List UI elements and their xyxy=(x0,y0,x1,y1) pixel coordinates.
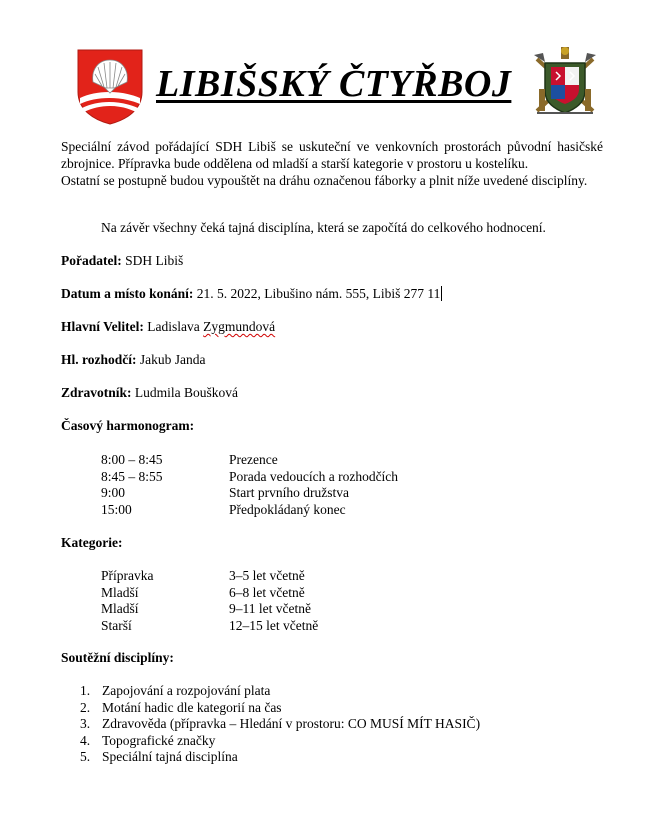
date-place-line xyxy=(61,286,442,302)
disciplines-heading: Soutěžní disciplíny: xyxy=(61,650,174,665)
date-place-value: 21. 5. 2022, Libušino nám. 555, Libiš 277 11 xyxy=(193,286,441,301)
list-number: 4. xyxy=(80,732,91,748)
organizer-label: Pořadatel: xyxy=(61,253,122,268)
medic-value: Ludmila Boušková xyxy=(131,385,239,400)
category-name: Mladší xyxy=(101,601,139,616)
schedule-event: Předpokládaný konec xyxy=(229,501,346,517)
schedule-event: Start prvního družstva xyxy=(229,485,349,500)
referee-value: Jakub Janda xyxy=(136,352,206,367)
category-name: Přípravka xyxy=(101,568,154,583)
list-number: 3. xyxy=(80,716,91,731)
commander-last-name: Zygmundová xyxy=(203,319,276,334)
schedule-heading: Časový harmonogram: xyxy=(61,418,195,433)
page-title: LIBIŠSKÝ ČTYŘBOJ xyxy=(156,63,512,105)
intro-paragraph-2: Ostatní se postupně budou vypouštět na dráhu označenou fáborky a plnit níže uvedené disciplíny. xyxy=(61,173,588,188)
medic-line xyxy=(61,385,238,401)
referee-line xyxy=(61,352,205,368)
category-age: 12–15 let včetně xyxy=(229,617,319,633)
date-place-label: Datum a místo konání: xyxy=(61,286,194,301)
schedule-time: 9:00 xyxy=(101,485,126,500)
intro-text xyxy=(61,138,603,189)
schedule-time: 15:00 xyxy=(101,501,132,517)
medic-label: Zdravotník: xyxy=(61,385,132,400)
categories-heading: Kategorie: xyxy=(61,535,123,550)
list-text: Topografické značky xyxy=(102,732,216,748)
schedule-event: Porada vedoucích a rozhodčích xyxy=(229,468,399,484)
commander-label: Hlavní Velitel: xyxy=(61,319,144,334)
category-name: Starší xyxy=(101,617,132,633)
schedule-time: 8:00 – 8:45 xyxy=(101,452,163,467)
category-age: 3–5 let včetně xyxy=(229,568,305,583)
schedule-time: 8:45 – 8:55 xyxy=(101,468,163,484)
intro-paragraph-3: Na závěr všechny čeká tajná disciplína, která se započítá do celkového hodnocení. xyxy=(101,220,546,235)
category-name: Mladší xyxy=(101,584,139,600)
organizer-line xyxy=(61,253,183,269)
commander-first-name: Ladislava xyxy=(143,319,204,334)
list-number: 5. xyxy=(80,749,91,764)
referee-label: Hl. rozhodčí: xyxy=(61,352,137,367)
category-age: 6–8 let včetně xyxy=(229,584,305,600)
fire-brigade-emblem xyxy=(531,45,599,119)
list-text: Zdravověda (přípravka – Hledání v prostoru: CO MUSÍ MÍT HASIČ) xyxy=(102,716,481,731)
municipal-coat-of-arms xyxy=(76,48,144,126)
list-number: 1. xyxy=(80,683,91,698)
list-number: 2. xyxy=(80,699,91,715)
schedule-event: Prezence xyxy=(229,452,278,467)
list-text: Speciální tajná disciplína xyxy=(102,749,238,764)
intro-paragraph-1: Speciální závod pořádající SDH Libiš se uskuteční ve venkovních prostorách původní hasičské zbrojnice. Přípravka bude oddělena od mladší a starší kategorie v prostoru u kostelíku. xyxy=(61,139,603,171)
organizer-value: SDH Libiš xyxy=(121,253,184,268)
list-text: Zapojování a rozpojování plata xyxy=(102,683,271,698)
list-text: Motání hadic dle kategorií na čas xyxy=(102,699,282,715)
text-cursor xyxy=(441,286,442,301)
category-age: 9–11 let včetně xyxy=(229,601,311,616)
commander-line xyxy=(61,319,275,335)
